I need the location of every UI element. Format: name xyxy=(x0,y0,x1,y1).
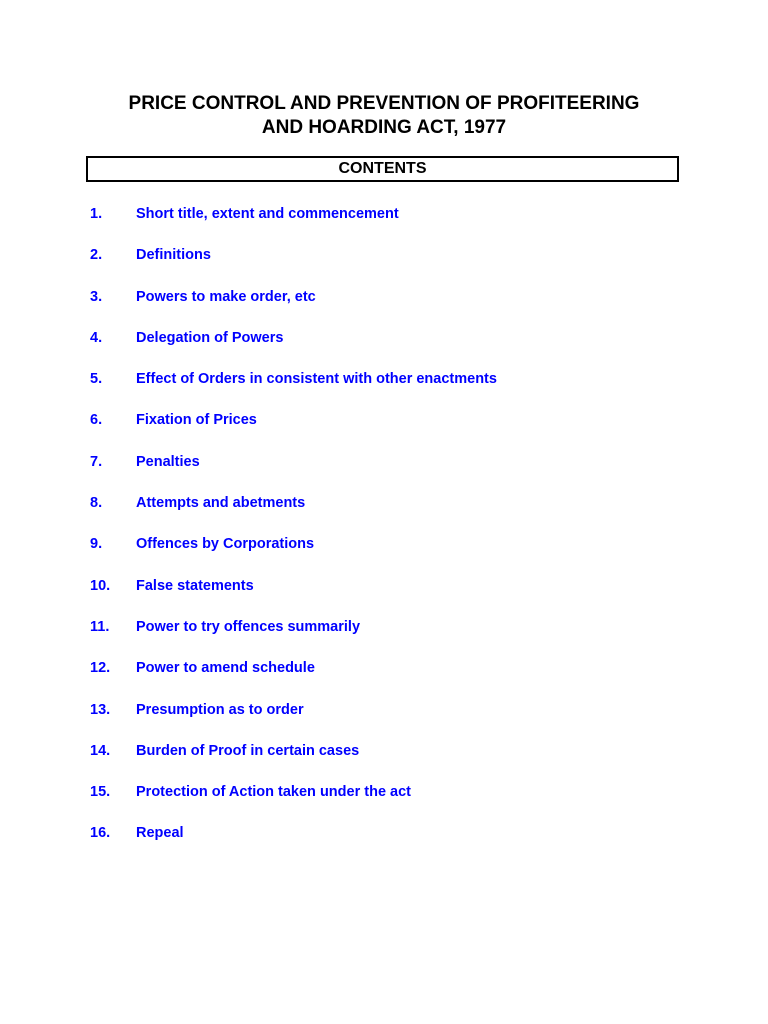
toc-item-label: Effect of Orders in consistent with other enactments xyxy=(136,371,497,388)
toc-item-label: Fixation of Prices xyxy=(136,412,257,429)
toc-item-number: 9. xyxy=(90,536,103,553)
toc-item-13[interactable] xyxy=(0,700,768,741)
toc-item-label: False statements xyxy=(136,577,254,594)
toc-item-number: 7. xyxy=(90,453,103,470)
toc-item-label: Penalties xyxy=(136,453,200,470)
toc-item-number: 1. xyxy=(90,206,103,222)
toc-item-label: Power to amend schedule xyxy=(136,660,315,677)
toc-item-label: Offences by Corporations xyxy=(136,536,315,553)
toc-item-number: 4. xyxy=(90,329,103,346)
page-title-line-2: AND HOARDING ACT, 1977 xyxy=(261,117,507,138)
contents-heading-box xyxy=(86,156,679,182)
contents-heading: CONTENTS xyxy=(338,160,427,177)
toc-item-16[interactable] xyxy=(0,823,768,864)
toc-item-5[interactable] xyxy=(0,369,768,410)
toc-item-label: Definitions xyxy=(136,247,211,264)
toc-item-number: 12. xyxy=(90,660,111,677)
toc-item-4[interactable] xyxy=(0,328,768,369)
toc-item-number: 2. xyxy=(90,247,103,264)
toc-item-number: 14. xyxy=(90,742,111,759)
toc-item-label: Delegation of Powers xyxy=(136,329,284,346)
toc-item-12[interactable] xyxy=(0,658,768,699)
toc-item-label: Power to try offences summarily xyxy=(136,618,361,635)
toc-item-number: 6. xyxy=(90,412,103,429)
toc-item-10[interactable] xyxy=(0,576,768,617)
toc-item-11[interactable] xyxy=(0,617,768,658)
toc-item-9[interactable] xyxy=(0,534,768,575)
toc-item-label: Protection of Action taken under the act xyxy=(136,784,411,801)
toc-item-number: 11. xyxy=(90,618,110,635)
toc-item-number: 10. xyxy=(90,577,111,594)
toc-item-number: 13. xyxy=(90,701,111,718)
toc-item-label: Repeal xyxy=(136,825,184,842)
toc-item-15[interactable] xyxy=(0,782,768,823)
toc-item-number: 3. xyxy=(90,288,103,305)
toc-item-2[interactable] xyxy=(0,245,768,286)
toc-item-1[interactable] xyxy=(0,204,768,245)
toc-item-7[interactable] xyxy=(0,452,768,493)
table-of-contents xyxy=(0,204,768,865)
toc-item-number: 5. xyxy=(90,371,103,388)
toc-item-number: 15. xyxy=(90,784,111,801)
toc-item-number: 8. xyxy=(90,495,103,512)
toc-item-6[interactable] xyxy=(0,410,768,451)
page-title xyxy=(0,92,768,140)
toc-item-14[interactable] xyxy=(0,741,768,782)
toc-item-3[interactable] xyxy=(0,287,768,328)
toc-item-label: Burden of Proof in certain cases xyxy=(136,742,360,759)
toc-item-label: Attempts and abetments xyxy=(136,495,306,512)
toc-item-label: Presumption as to order xyxy=(136,701,304,718)
page-title-line-1: PRICE CONTROL AND PREVENTION OF PROFITEERING xyxy=(128,93,640,114)
toc-item-number: 16. xyxy=(90,825,111,842)
toc-item-label: Powers to make order, etc xyxy=(136,288,316,305)
toc-item-8[interactable] xyxy=(0,493,768,534)
toc-item-label: Short title, extent and commencement xyxy=(136,206,399,222)
